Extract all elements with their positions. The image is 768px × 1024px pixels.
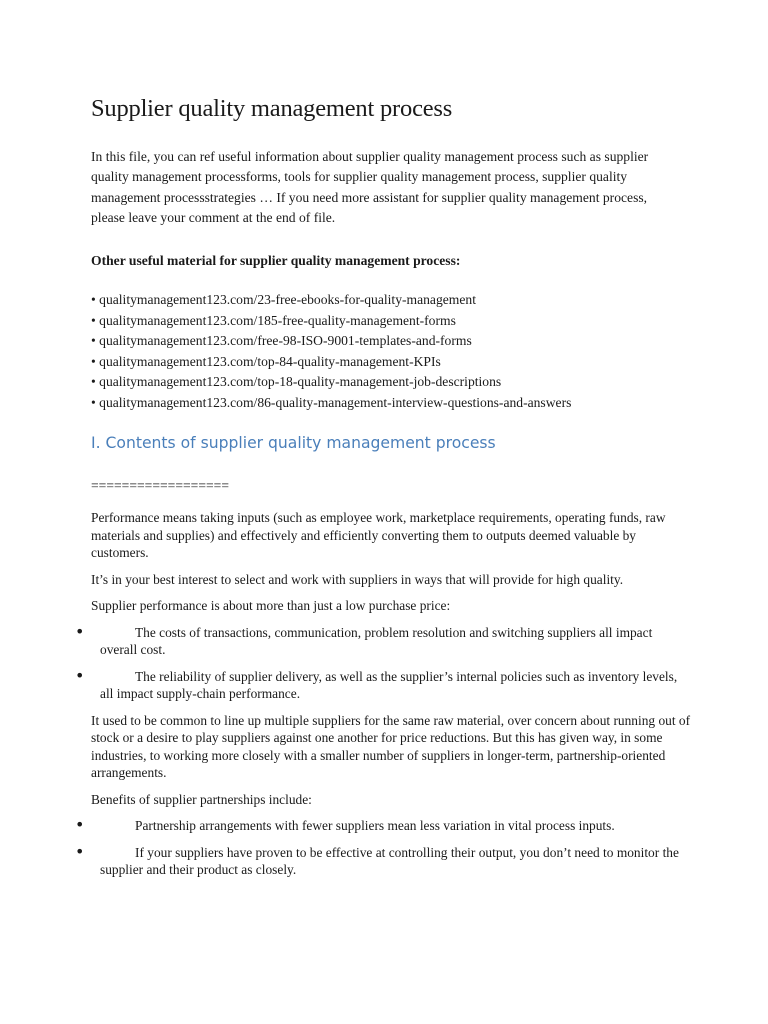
body-paragraph: Performance means taking inputs (such as employee work, marketplace requirements, operating funds, raw materials and supplies) and effectively and efficiently converting them to outputs deemed valuable by customers.: [91, 510, 666, 560]
bullet-icon: •: [75, 621, 85, 641]
section-heading: I. Contents of supplier quality management process: [91, 434, 496, 452]
bullet-icon: •: [75, 815, 85, 834]
bullet-text: If your suppliers have proven to be effective at controlling their output, you don’t need to monitor the supplier and their product as closely.: [100, 844, 679, 877]
useful-link[interactable]: • qualitymanagement123.com/top-18-quality-management-job-descriptions: [91, 374, 502, 390]
bullet-item: [75, 841, 691, 879]
separator-line: ==================: [91, 478, 229, 493]
body-paragraph: It used to be common to line up multiple suppliers for the same raw material, over concern about running out of stock or a desire to play suppliers against one another for price reductions. But this has given way, in some industries, to working more closely with a smaller number of suppliers in longer-term, partnership-oriented arrangements.: [91, 712, 691, 780]
useful-link[interactable]: • qualitymanagement123.com/86-quality-management-interview-questions-and-answers: [91, 394, 572, 410]
body-paragraph: Supplier performance is about more than just a low purchase price:: [91, 598, 451, 613]
body-paragraph: Benefits of supplier partnerships include:: [91, 791, 312, 807]
useful-material-heading: Other useful material for supplier quality management process:: [91, 253, 461, 268]
bullet-icon: •: [75, 665, 85, 685]
document-title: Supplier quality management process: [91, 95, 453, 122]
intro-paragraph: In this file, you can ref useful information about supplier quality management process such as supplier quality management processforms, tools for supplier quality management process, supplier quality management processstrategies … If you need more assistant for supplier quality management process, please leave your comment at the end of file.: [91, 149, 649, 226]
useful-link[interactable]: • qualitymanagement123.com/free-98-ISO-9001-templates-and-forms: [91, 333, 472, 349]
bullet-text: Partnership arrangements with fewer suppliers mean less variation in vital process inputs.: [135, 818, 615, 833]
body-paragraph: It’s in your best interest to select and work with suppliers in ways that will provide for high quality.: [91, 571, 624, 587]
bullet-item: [75, 621, 691, 659]
useful-links-list: [91, 290, 571, 414]
useful-link[interactable]: • qualitymanagement123.com/top-84-quality-management-KPIs: [91, 353, 441, 369]
useful-link[interactable]: • qualitymanagement123.com/185-free-quality-management-forms: [91, 312, 456, 328]
bullet-text: The costs of transactions, communication, problem resolution and switching suppliers all impact overall cost.: [100, 624, 653, 657]
bullet-item: [75, 665, 691, 703]
bullet-text: The reliability of supplier delivery, as well as the supplier’s internal policies such as inventory levels, all impact supply-chain performance.: [100, 668, 678, 701]
bullet-item: [75, 815, 691, 835]
bullet-icon: •: [75, 841, 85, 861]
useful-link[interactable]: • qualitymanagement123.com/23-free-ebooks-for-quality-management: [91, 292, 476, 307]
body-content: [75, 509, 691, 888]
